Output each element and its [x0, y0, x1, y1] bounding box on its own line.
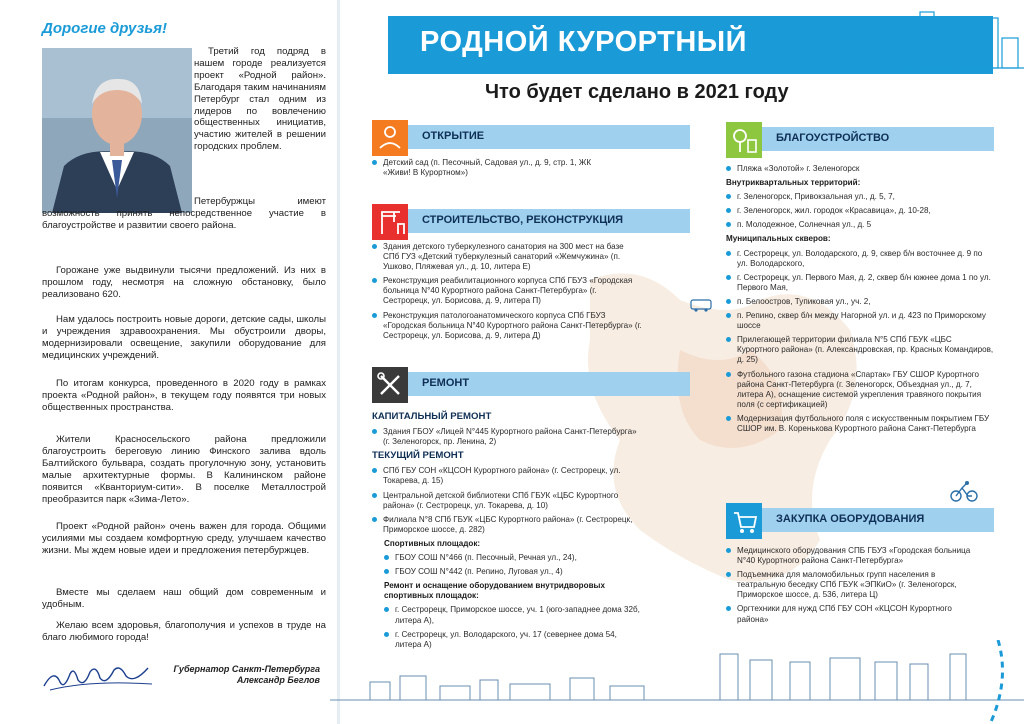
list-item: Пляжа «Золотой» г. Зеленогорск: [726, 164, 994, 174]
list-item: Реконструкция реабилитационного корпуса СПб ГБУЗ «Городская больница N°40 Курортного района Санкт-Петербурга» (г. Сестрорецк, ул. Борисова, д. 9, литера П): [372, 276, 642, 306]
signature-role: Губернатор Санкт-Петербурга: [173, 664, 320, 674]
list-item: Прилегающей территории филиала N°5 СПб ГБУК «ЦБС Курортного района» (п. Александровская, пр. Красных Командиров, д. 25): [726, 335, 994, 365]
section-construction-header: [372, 209, 690, 233]
list-item: г. Сестрорецк, Приморское шоссе, уч. 1 (юго-западнее дома 32б, литера А),: [384, 605, 642, 625]
construction-crane-icon: [372, 204, 408, 240]
list-item: ГБОУ СОШ N°442 (п. Репино, Луговая ул., 4): [384, 567, 642, 577]
section-opening-header: [372, 125, 690, 149]
tools-icon: [372, 367, 408, 403]
list-item: Медицинского оборудования СПБ ГБУЗ «Городская больница N°40 Курортного района Санкт-Петербурга»: [726, 546, 982, 566]
intra-territories-title: Внутриквартальных территорий:: [726, 178, 861, 188]
list-item: Подъемника для маломобильных групп населения в театральную беседку СПб ГБУК «ЭПКиО» (г. Зеленогорск, Приморское шоссе, д. 536, литера Ц): [726, 570, 982, 600]
letter-paragraph-9: Желаю всем здоровья, благополучия и успехов в труде на благо любимого города!: [42, 620, 326, 643]
section-purchase-header: [726, 508, 994, 532]
list-item: г. Сестрорецк, ул. Володарского, д. 9, сквер б/н восточнее д. 9 по ул. Володарского,: [726, 249, 994, 269]
park-tree-icon: [726, 122, 762, 158]
letter-paragraph-6: Жители Красносельского района предложили благоустроить береговую линию Финского залива вдоль Балтийского бульвара, создать прогулочную зону, установить малые архитектурные формы. В Калининском районе появится «Кванториум-сити». В поселке Металлострой преобразится парк «Зима-Лето».: [42, 434, 326, 505]
letter-paragraph-7: Проект «Родной район» очень важен для города. Общими усилиями мы создаем комфортную среду, улучшаем качество жизни. Мы ждем новые идеи и предложения петербуржцев.: [42, 521, 326, 556]
list-item: п. Белоостров, Тупиковая ул., уч. 2,: [726, 297, 994, 307]
current-repair-title: ТЕКУЩИЙ РЕМОНТ: [372, 450, 464, 462]
letter-paragraph-5: По итогам конкурса, проведенного в 2020 году в рамках проекта «Родной район», в текущем году появятся три новых общественных пространства.: [42, 378, 326, 413]
cyclist-icon: [950, 480, 978, 502]
list-item: Здания ГБОУ «Лицей N°445 Курортного района Санкт-Петербурга» (г. Зеленогорск, пр. Ленина, 2): [372, 427, 642, 447]
signature-image: [40, 660, 160, 694]
list-item: г. Сестрорецк, ул. Володарского, уч. 17 (севернее дома 54, литера А): [384, 630, 642, 650]
list-item: г. Сестрорецк, ул. Первого Мая, д. 2, сквер б/н южнее дома 1 по ул. Первого Мая,: [726, 273, 994, 293]
yard-grounds-title: Ремонт и оснащение оборудованием внутридворовых спортивных площадок:: [384, 581, 605, 601]
list-item: ГБОУ СОШ N°466 (п. Песочный, Речная ул., 24),: [384, 553, 642, 563]
section-construction-title: СТРОИТЕЛЬСТВО, РЕКОНСТРУКЦИЯ: [422, 214, 624, 226]
sport-grounds-title: Спортивных площадок:: [384, 538, 481, 548]
column-divider: [337, 0, 340, 724]
municipal-squares-title: Муниципальных скверов:: [726, 234, 831, 244]
list-item: г. Зеленогорск, Привокзальная ул., д. 5, 7,: [726, 192, 994, 202]
section-construction-list: [372, 242, 642, 345]
capital-repair-title: КАПИТАЛЬНЫЙ РЕМОНТ: [372, 411, 492, 422]
signature-name: Александр Беглов: [236, 675, 320, 685]
list-item: Здания детского туберкулезного санатория на 300 мест на базе СПб ГУЗ «Детский туберкулезный санаторий «Жемчужина» (п. Ушково, Пляжевая ул., д. 10, литера Е): [372, 242, 642, 272]
section-repair-title: РЕМОНТ: [422, 377, 470, 389]
section-repair-header: [372, 372, 690, 396]
section-purchase-list: [726, 546, 982, 629]
kindergarten-icon: [372, 120, 408, 156]
page-title: РОДНОЙ КУРОРТНЫЙ: [420, 26, 748, 58]
list-item: п. Молодежное, Солнечная ул., д. 5: [726, 220, 994, 230]
section-repair-list: [372, 410, 642, 654]
list-item: Филиала N°8 СПб ГБУК «ЦБС Курортного района» (г. Сестрорецк, Приморское шоссе, д. 282): [372, 515, 642, 535]
page-subtitle: Что будет сделано в 2021 году: [485, 81, 789, 103]
section-improvement-list: [726, 164, 994, 438]
list-item: Центральной детской библиотеки СПб ГБУК «ЦБС Курортного района» (г. Сестрорецк, ул. Токарева, д. 10): [372, 491, 642, 511]
letter-paragraph-8: Вместе мы сделаем наш общий дом современным и удобным.: [42, 587, 326, 610]
list-item: г. Зеленогорск, жил. городок «Красавица», д. 10-28,: [726, 206, 994, 216]
list-item: Футбольного газона стадиона «Спартак» ГБУ СШОР Курортного района Санкт-Петербурга (г. Зеленогорск, Объездная ул., д. 7, литера А), оснащение системой укрепления травяного покрытия поля (с сертификацией): [726, 370, 994, 410]
list-item: Модернизация футбольного поля с искусственным покрытием ГБУ СШОР им. В. Коренькова Курортного района Санкт-Петербурга: [726, 414, 994, 434]
list-item: Оргтехники для нужд СПб ГБУ СОН «КЦСОН Курортного района»: [726, 604, 982, 624]
equipment-cart-icon: [726, 503, 762, 539]
section-improvement-header: [726, 127, 994, 151]
bus-icon: [690, 298, 712, 312]
list-item: СПб ГБУ СОН «КЦСОН Курортного района» (г. Сестрорецк, ул. Токарева, д. 15): [372, 466, 642, 486]
section-improvement-title: БЛАГОУСТРОЙСТВО: [776, 132, 890, 144]
greeting-title: Дорогие друзья!: [42, 20, 167, 37]
governor-portrait: [42, 48, 192, 213]
governor-letter: [0, 0, 340, 724]
section-opening-list: [372, 158, 612, 182]
letter-paragraph-4: Нам удалось построить новые дороги, детские сады, школы и учреждения здравоохранения. Мы обустроили дворы, модернизировали освещение, закупили оборудование для медицинских учреждений.: [42, 314, 326, 361]
letter-paragraph-2: Петербуржцы имеют возможность принять непосредственное участие в благоустройстве и развитии своего района.: [42, 196, 326, 231]
city-skyline-icon: [860, 8, 1024, 70]
letter-paragraph-1: Третий год подряд в нашем городе реализуется проект «Родной район». Благодаря таким начинаниям Петербург стал одним из лидеров по вовлечению общественных инициатив, участию жителей в решении городских проблем.: [194, 46, 326, 153]
signature-caption: [150, 664, 320, 686]
letter-paragraph-3: Горожане уже выдвинули тысячи предложений. Из них в прошлом году, несмотря на сложную обстановку, было реализовано 620.: [42, 265, 326, 300]
list-item: п. Репино, сквер б/н между Нагорной ул. и д. 423 по Приморскому шоссе: [726, 311, 994, 331]
list-item: Реконструкция патологоанатомического корпуса СПб ГБУЗ «Городская больница N°40 Курортного района Санкт-Петербурга» (г. Сестрорецк, ул. Борисова, д. 9, литера Д): [372, 311, 642, 341]
list-item: Детский сад (п. Песочный, Садовая ул., д. 9, стр. 1, ЖК «Живи! В Курортном»): [372, 158, 612, 178]
section-opening-title: ОТКРЫТИЕ: [422, 130, 485, 142]
section-purchase-title: ЗАКУПКА ОБОРУДОВАНИЯ: [776, 513, 925, 525]
